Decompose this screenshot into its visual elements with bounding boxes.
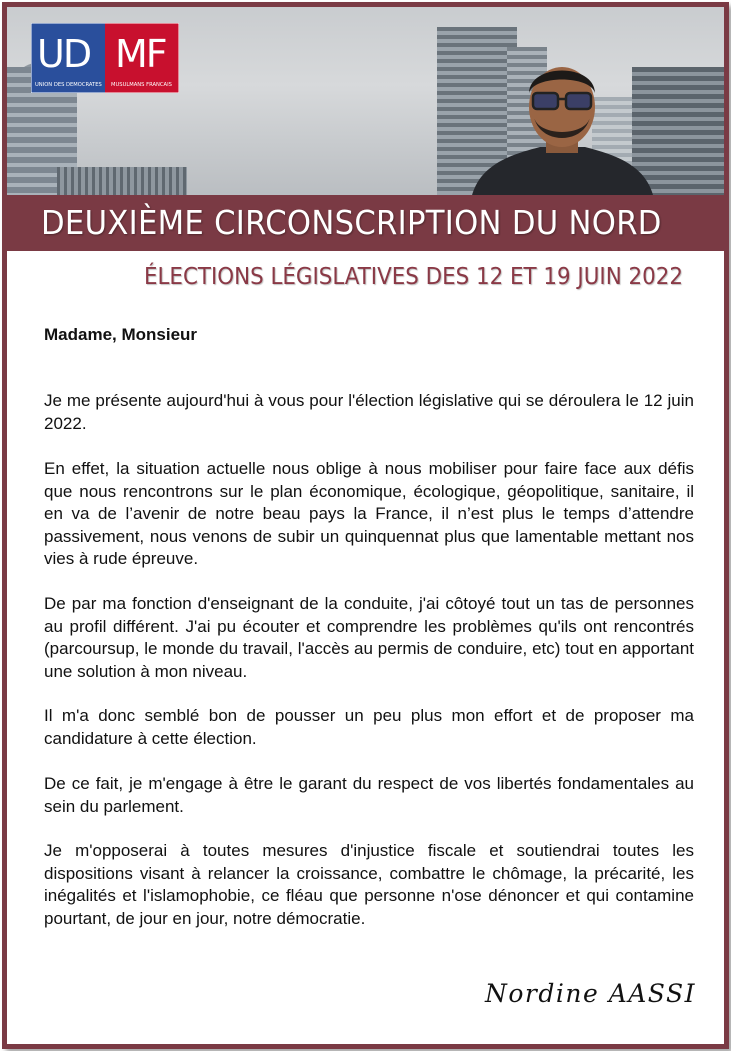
letter-paragraph: De par ma fonction d'enseignant de la conduite, j'ai côtoyé tout un tas de personnes au profil différent. J'ai pu écouter et comprendre les problèmes qu'ils ont rencontrés (parcoursup, le monde du travail, l'accès au permis de conduire, etc) tout en apportant une solution à mon niveau. bbox=[44, 594, 694, 681]
letter-paragraph: Il m'a donc semblé bon de pousser un peu plus mon effort et de proposer ma candidature à cette élection. bbox=[44, 706, 694, 748]
page-title: DEUXIÈME CIRCONSCRIPTION DU NORD bbox=[41, 203, 662, 242]
candidate-photo bbox=[470, 45, 655, 202]
svg-text:MF: MF bbox=[115, 32, 166, 76]
svg-text:UNION DES DEMOCRATES: UNION DES DEMOCRATES bbox=[35, 82, 102, 88]
letter-paragraph: De ce fait, je m'engage à être le garant du respect de vos libertés fondamentales au sein du parlement. bbox=[44, 774, 694, 816]
title-band bbox=[7, 195, 724, 251]
signature: Nordine AASSI bbox=[484, 979, 696, 1008]
svg-text:MUSULMANS FRANCAIS: MUSULMANS FRANCAIS bbox=[111, 82, 172, 88]
letter-paragraph: Je m'opposerai à toutes mesures d'injustice fiscale et soutiendrai toutes les dispositions visant à relancer la croissance, combattre le chômage, la précarité, les inégalités et l'islamophobie, ce fléau que personne n'ose dénoncer et qui contamine pourtant, de jour en jour, notre démocratie. bbox=[44, 841, 694, 928]
svg-text:UD: UD bbox=[37, 32, 91, 76]
letter-paragraph: En effet, la situation actuelle nous oblige à nous mobiliser pour faire face aux défis que nous rencontrons sur le plan économique, écologique, géopolitique, sanitaire, il en va de l’avenir de notre beau pays la France, il n’est plus le temps d’attendre passivement, nous venons de subir un quinquennat plus que lamentable mettant nos vies à rude épreuve. bbox=[44, 459, 694, 569]
greeting: Madame, Monsieur bbox=[44, 325, 198, 344]
letter-paragraph: Je me présente aujourd'hui à vous pour l'élection législative qui se déroulera le 12 juin 2022. bbox=[44, 391, 694, 433]
header-banner bbox=[7, 7, 724, 202]
page-frame bbox=[2, 2, 729, 1049]
election-subtitle: ÉLECTIONS LÉGISLATIVES DES 12 ET 19 JUIN 2022 bbox=[144, 264, 683, 290]
udmf-logo bbox=[31, 23, 179, 93]
